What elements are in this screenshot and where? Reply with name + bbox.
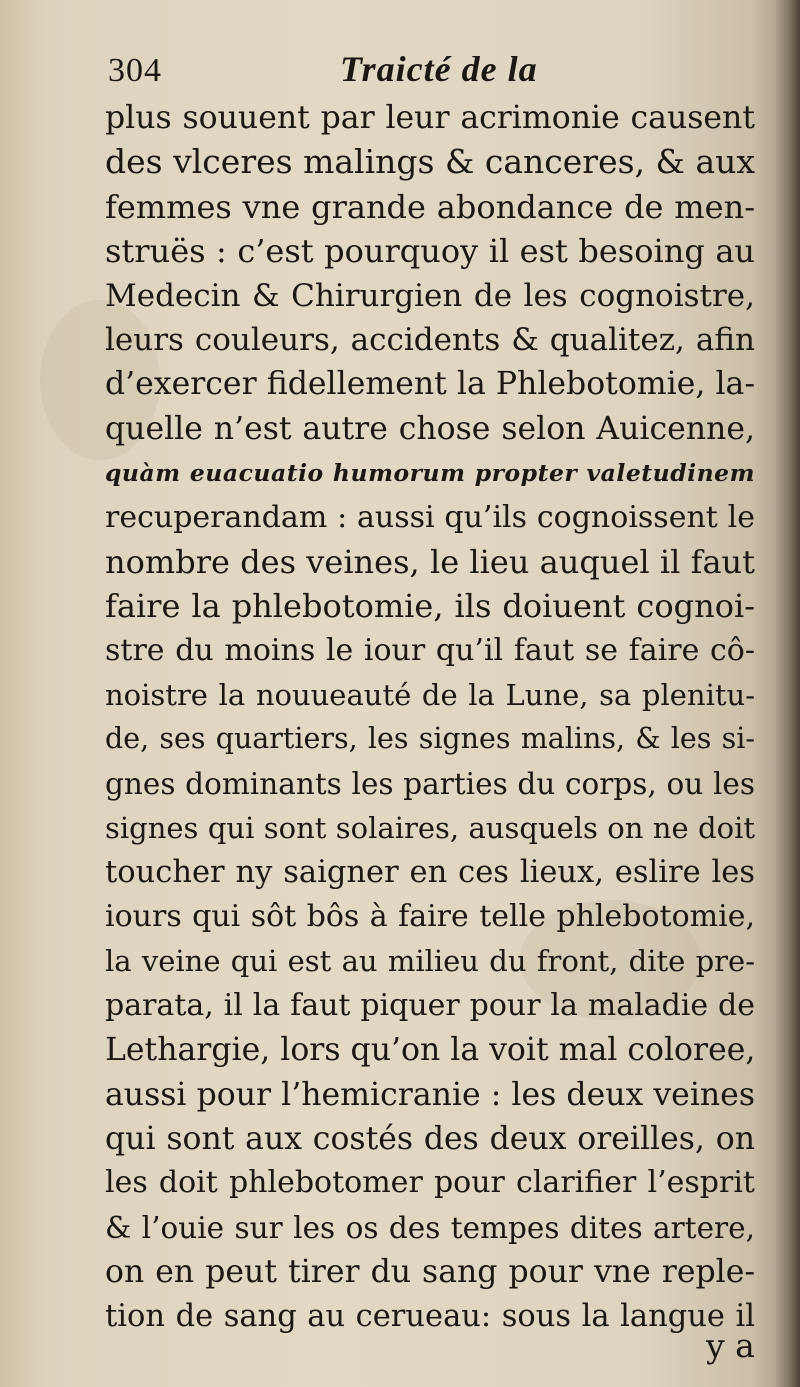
text-line: quelle n’est autre chose selon Auicenne,	[105, 410, 755, 447]
page-header	[108, 48, 748, 96]
text-line: on en peut tirer du sang pour vne reple-	[105, 1254, 755, 1291]
text-line: struës : c’est pourquoy il est besoing au	[105, 232, 755, 271]
text-line: noistre la nouueauté de la Lune, sa plenitu-	[105, 678, 755, 713]
gutter-shadow	[774, 0, 800, 1387]
text-line: faire la phlebotomie, ils doiuent cognoi-	[105, 587, 755, 626]
text-line: gnes dominants les parties du corps, ou les	[105, 766, 755, 801]
latin-quote-line: quàm euacuatio humorum propter valetudinem	[105, 459, 755, 488]
text-line: parata, il la faut piquer pour la maladie de	[105, 987, 755, 1023]
text-line: la veine qui est au milieu du front, dite pre-	[105, 944, 755, 979]
text-line: des vlceres malings & canceres, & aux	[105, 142, 755, 182]
text-line: stre du moins le iour qu’il faut se faire cô-	[105, 632, 755, 668]
text-line: tion de sang au cerueau: sous la langue il	[105, 1298, 755, 1334]
text-line: leurs couleurs, accidents & qualitez, afin	[105, 321, 755, 358]
text-line: les doit phlebotomer pour clarifier l’esprit	[105, 1165, 755, 1201]
page-number: 304	[108, 52, 162, 89]
text-line: signes qui sont solaires, ausquels on ne doit	[105, 811, 755, 846]
text-line: Medecin & Chirurgien de les cognoistre,	[105, 277, 755, 314]
text-line: d’exercer fidellement la Phlebotomie, la-	[105, 366, 755, 403]
text-line: recuperandam : aussi qu’ils cognoissent le	[105, 499, 755, 535]
text-line: aussi pour l’hemicranie : les deux veines	[105, 1076, 755, 1113]
text-line: toucher ny saigner en ces lieux, eslire les	[105, 854, 755, 890]
text-line: femmes vne grande abondance de men-	[105, 187, 755, 226]
text-line: Lethargie, lors qu’on la voit mal coloree,	[105, 1032, 756, 1069]
text-line: de, ses quartiers, les signes malins, & les si-	[105, 722, 755, 756]
text-line: plus souuent par leur acrimonie causent	[105, 100, 755, 136]
body-text	[105, 96, 755, 1339]
running-title: Traicté de la	[340, 49, 538, 89]
catchword: y a	[706, 1326, 755, 1365]
text-line: iours qui sôt bôs à faire telle phlebotomie,	[105, 899, 755, 935]
text-line: & l’ouie sur les os des tempes dites artere,	[105, 1210, 755, 1245]
text-line: qui sont aux costés des deux oreilles, on	[105, 1120, 755, 1157]
text-line: nombre des veines, le lieu auquel il faut	[105, 542, 755, 581]
